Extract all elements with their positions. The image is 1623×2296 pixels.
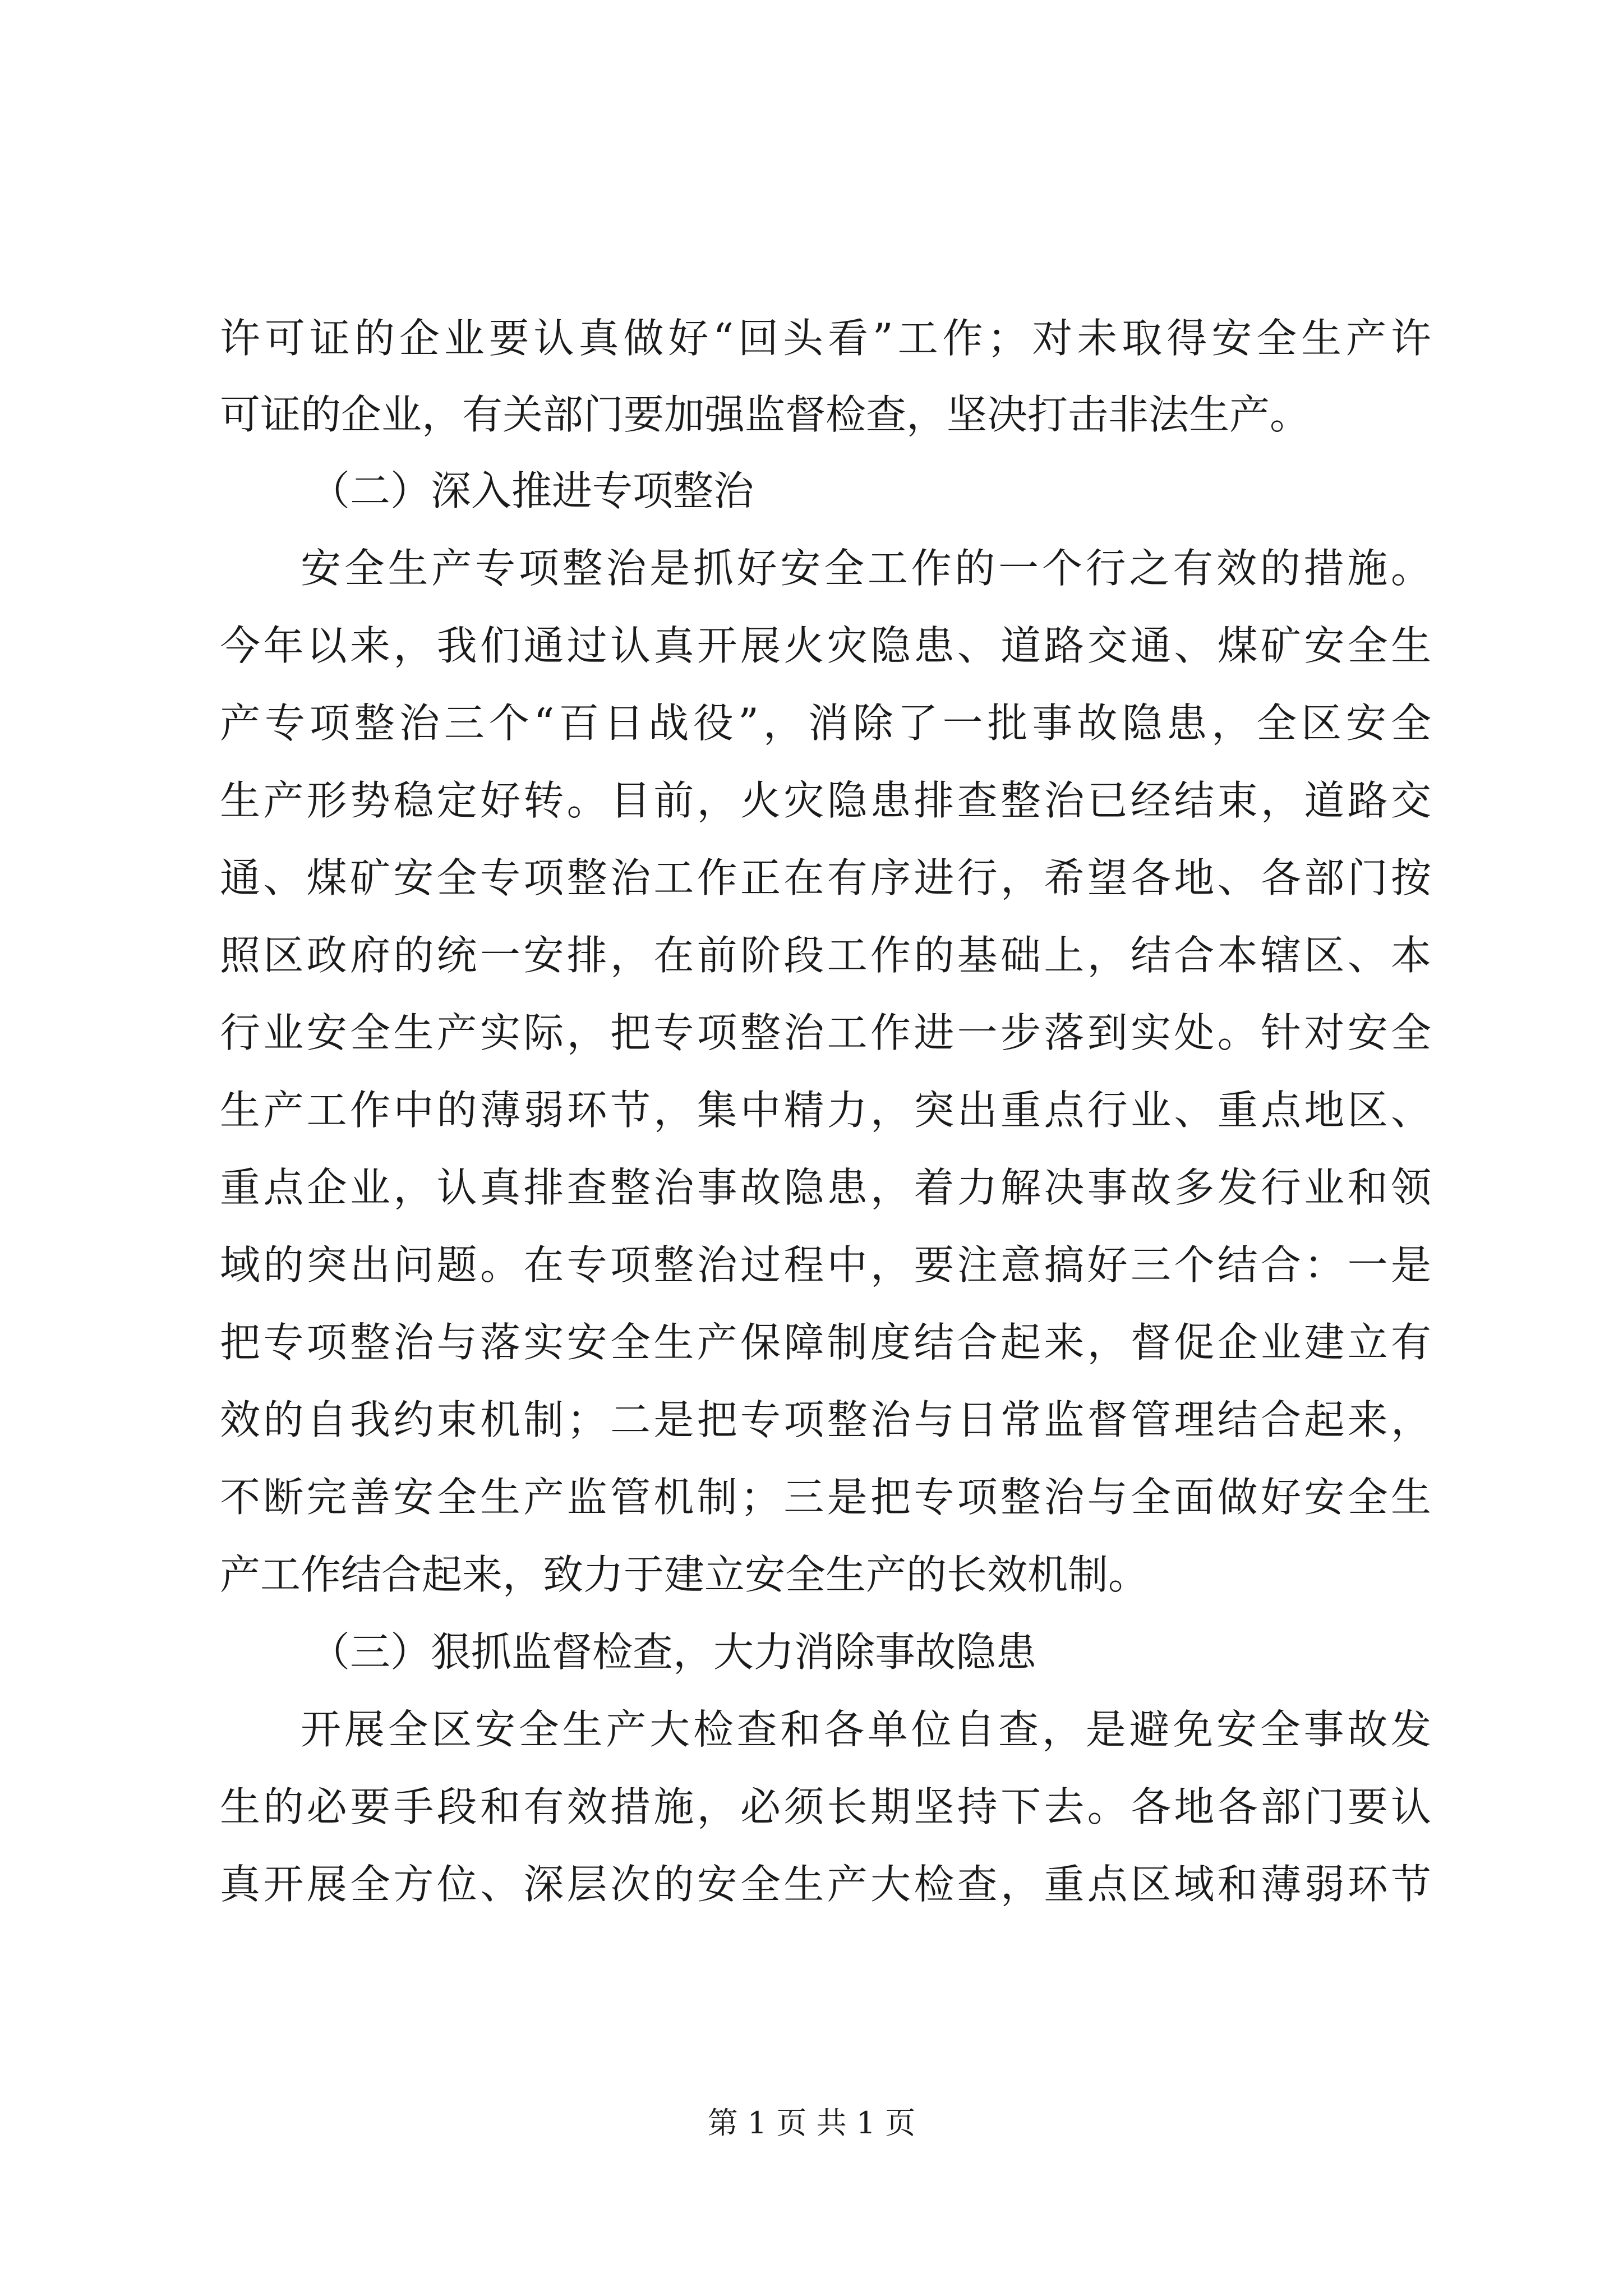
- body-text-line: 通、煤矿安全专项整治工作正在有序进行，希望各地、各部门按: [220, 854, 1431, 901]
- body-text-line: 真开展全方位、深层次的安全生产大检查，重点区域和薄弱环节: [220, 1861, 1431, 1908]
- body-text-line: 生产工作中的薄弱环节，集中精力，突出重点行业、重点地区、: [220, 1087, 1431, 1134]
- body-text-line: 产专项整治三个“百日战役”，消除了一批事故隐患，全区安全: [220, 700, 1431, 747]
- body-text-line: 今年以来，我们通过认真开展火灾隐患、道路交通、煤矿安全生: [220, 622, 1431, 669]
- body-text-line: 不断完善安全生产监管机制；三是把专项整治与全面做好安全生: [220, 1474, 1431, 1521]
- body-text-line: 生的必要手段和有效措施，必须长期坚持下去。各地各部门要认: [220, 1783, 1431, 1830]
- body-text-line: 重点企业，认真排查整治事故隐患，着力解决事故多发行业和领: [220, 1164, 1431, 1211]
- body-text-line: 行业安全生产实际，把专项整治工作进一步落到实处。针对安全: [220, 1009, 1431, 1056]
- body-text-line: 产工作结合起来，致力于建立安全生产的长效机制。: [220, 1551, 1149, 1598]
- section-heading: （三）狠抓监督检查，大力消除事故隐患: [310, 1628, 1037, 1676]
- body-text-line: 许可证的企业要认真做好“回头看”工作；对未取得安全生产许: [220, 315, 1431, 362]
- body-text-line: 生产形势稳定好转。目前，火灾隐患排查整治已经结束，道路交: [220, 777, 1431, 824]
- body-text-line: 可证的企业，有关部门要加强监督检查，坚决打击非法生产。: [220, 391, 1311, 438]
- body-text-line: 效的自我约束机制；二是把专项整治与日常监督管理结合起来，: [220, 1396, 1431, 1443]
- section-heading: （二）深入推进专项整治: [310, 467, 754, 514]
- body-text-line: 照区政府的统一安排，在前阶段工作的基础上，结合本辖区、本: [220, 932, 1431, 979]
- body-text-line: 域的突出问题。在专项整治过程中，要注意搞好三个结合：一是: [220, 1241, 1431, 1289]
- page-footer: 第 1 页 共 1 页: [707, 2105, 916, 2141]
- body-text-line: 把专项整治与落实安全生产保障制度结合起来，督促企业建立有: [220, 1319, 1431, 1366]
- body-text-line: 开展全区安全生产大检查和各单位自查，是避免安全事故发: [301, 1706, 1431, 1753]
- body-text-line: 安全生产专项整治是抓好安全工作的一个行之有效的措施。: [301, 545, 1431, 592]
